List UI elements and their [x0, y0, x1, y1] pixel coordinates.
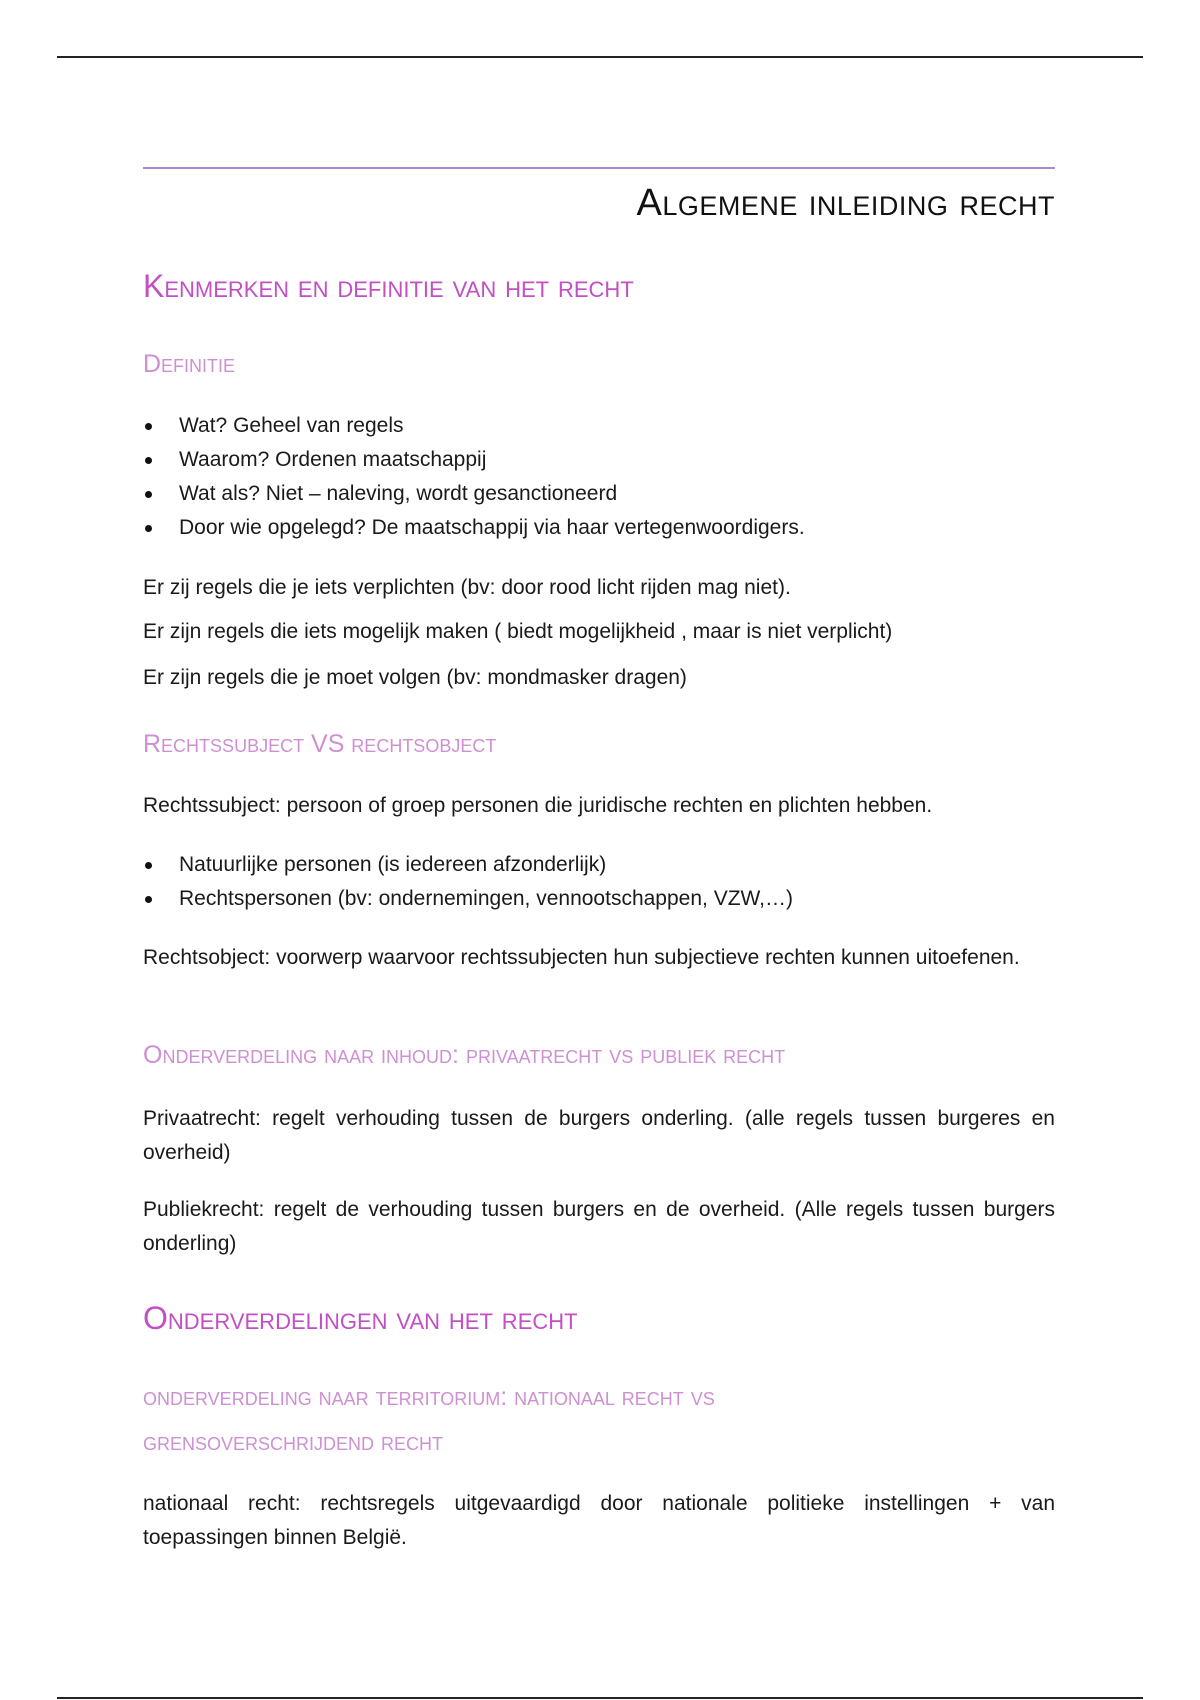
page-bottom-rule: [57, 1697, 1143, 1699]
bullet-icon: [145, 423, 152, 430]
bullet-icon: [145, 896, 152, 903]
paragraph: Er zijn regels die iets mogelijk maken ( biedt mogelijkheid , maar is niet verplicht): [143, 620, 893, 643]
bullet-icon: [145, 457, 152, 464]
paragraph: Rechtssubject: persoon of groep personen die juridische rechten en plichten hebben.: [143, 794, 933, 817]
page-top-rule: [57, 56, 1143, 58]
document-title: Algemene inleiding recht: [636, 182, 1055, 224]
paragraph: nationaal recht: rechtsregels uitgevaardigd door nationale politieke instellingen + van toepassingen binnen België.: [143, 1492, 1055, 1549]
list-item: Door wie opgelegd? De maatschappij via haar vertegenwoordigers.: [143, 511, 805, 545]
bullet-icon: [145, 525, 152, 532]
list-item: Natuurlijke personen (is iedereen afzonderlijk): [143, 848, 793, 882]
paragraph: Er zij regels die je iets verplichten (bv: door rood licht rijden mag niet).: [143, 576, 791, 599]
bullet-icon: [145, 862, 152, 869]
rechtssubject-bullet-list: [143, 848, 793, 916]
subsection-heading-definitie: Definitie: [143, 350, 236, 378]
subsection-heading-territorium: onderverdeling naar territorium: nationaal recht vs grensoverschrijdend recht: [143, 1383, 715, 1456]
section-heading-kenmerken: Kenmerken en definitie van het recht: [143, 268, 634, 304]
list-item: Waarom? Ordenen maatschappij: [143, 443, 805, 477]
title-rule: [143, 167, 1055, 169]
subsection-heading-rechtssubject: Rechtssubject VS rechtsobject: [143, 730, 497, 758]
section-heading-onderverdelingen: Onderverdelingen van het recht: [143, 1300, 578, 1336]
list-item: Wat? Geheel van regels: [143, 409, 805, 443]
paragraph: Publiekrecht: regelt de verhouding tussen burgers en de overheid. (Alle regels tussen burgers onderling): [143, 1198, 1055, 1255]
definitie-bullet-list: [143, 409, 805, 545]
list-item: Rechtspersonen (bv: ondernemingen, vennootschappen, VZW,…): [143, 882, 793, 916]
paragraph: Privaatrecht: regelt verhouding tussen de burgers onderling. (alle regels tussen burgeres en overheid): [143, 1107, 1055, 1164]
paragraph: Er zijn regels die je moet volgen (bv: mondmasker dragen): [143, 666, 687, 689]
bullet-icon: [145, 491, 152, 498]
paragraph: Rechtsobject: voorwerp waarvoor rechtssubjecten hun subjectieve rechten kunnen uitoefenen.: [143, 946, 1020, 969]
subsection-heading-inhoud: Onderverdeling naar inhoud: privaatrecht vs publiek recht: [143, 1041, 786, 1069]
list-item: Wat als? Niet – naleving, wordt gesanctioneerd: [143, 477, 805, 511]
